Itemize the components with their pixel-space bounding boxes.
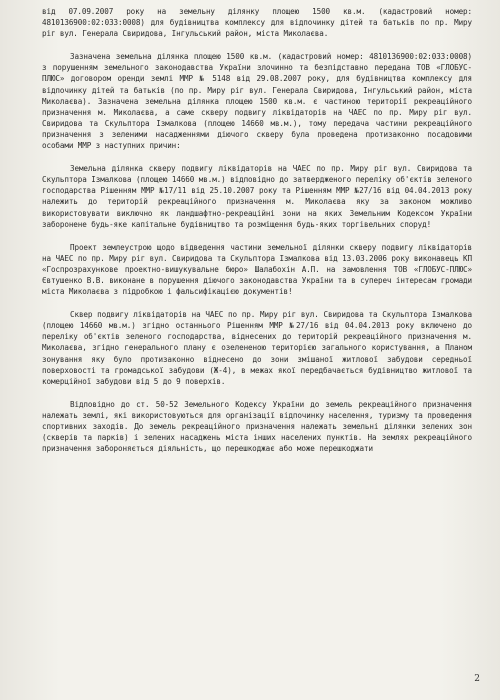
paragraph-3: Земельна ділянка скверу подвигу ліквідаторів на ЧАЕС по пр. Миру ріг вул. Свиридова та Скульптора Ізмалкова (площею 14660 мв.м.) відповідно до затвердженого переліку об'єктів зеленого господарства Рішенням ММР №17/11 від 25.10.2007 року та Рішенням ММР №27/16 від 04.04.2013 року належить до територій рекреаційного призначення м. Миколаєва яку за законом можливо використовувати виключно як ландшафтно-рекреаційні зони на яких Земельним Кодексом України заборонене будь-яке капітальне будівництво та розміщення будь-яких торгівельних споруд! [42, 164, 472, 229]
paragraph-2: Зазначена земельна ділянка площею 1500 кв.м. (кадастровий номер: 4810136900:02:033:0008) з порушенням земельного законодавства України злочинно та безпідставно передана ТОВ «ГЛОБУС-ПЛЮС» договором оренди землі ММР № 5148 від 29.08.2007 року, для будівництва комплексу для відпочинку дітей та батьків (по пр. Миру ріг вул. Генерала Свиридова, Інгульський район, міста Миколаєва). Зазначена земельна ділянка площею 1500 кв.м. є частиною території рекреаційного призначення м. Миколаєва, а саме скверу подвигу ліквідаторів на ЧАЕС по пр. Миру ріг вул. Свиридова та Скульптора Ізмалкова (площею 14660 мв.м.), тому передача частини рекреаційного призначення з зеленими насадженнями діючого скверу була проведена протизаконно посадовими особами ММР з наступних причин: [42, 52, 472, 151]
page-number: 2 [474, 674, 480, 684]
paragraph-4: Проект землеустрою щодо відведення частини земельної ділянки скверу подвигу ліквідаторів на ЧАЕС по пр. Миру ріг вул. Свиридова та Скульптора Ізмалкова від 13.03.2006 року виконавець КП «Госпрозрахункове проектно-вишукувальне бюро» Шалабохін А.П. на замовлення ТОВ «ГЛОБУС-ПЛЮС» Євтушенко В.В. виконане в порушення діючого законодавства України та в супереч інтересам громади міста Миколаєва з підробкою і фальсифікацією документів! [42, 242, 472, 297]
paragraph-5: Сквер подвигу ліквідаторів на ЧАЕС по пр. Миру ріг вул. Свиридова та Скульптора Ізмалкова (площею 14660 мв.м.) згідно останнього Рішенням ММР №27/16 від 04.04.2013 року включено до переліку об'єктів зеленого господарства, віднесених до територій рекреаційного призначення м. Миколаєва, згідно генерального плану є озелененою територією загального користування, а Планом зонування яку було протизаконно віднесено до зони змішаної житлової забудови середньої поверховості та громадської забудови (Ж-4), в межах якої передбачається будівництво житлової та комерційної забудови від 5 до 9 поверхів. [42, 310, 472, 386]
paragraph-6: Відповідно до ст. 50-52 Земельного Кодексу України до земель рекреаційного призначення належать землі, які використовуються для організації відпочинку населення, туризму та проведення спортивних заходів. До земель рекреаційного призначення належать земельні ділянки зелених зон (скверів та парків) і зелених насаджень міста інших населених пунктів. На землях рекреаційного призначення забороняється діяльність, що перешкоджає або може перешкоджати [42, 399, 472, 454]
paragraph-1: від 07.09.2007 року на земельну ділянку площею 1500 кв.м. (кадастровий номер: 4810136900:02:033:0008) для будівництва комплексу для відпочинку дітей та батьків по пр. Миру ріг вул. Генерала Свиридова, Інгульський район, міста Миколаєва. [42, 7, 472, 39]
